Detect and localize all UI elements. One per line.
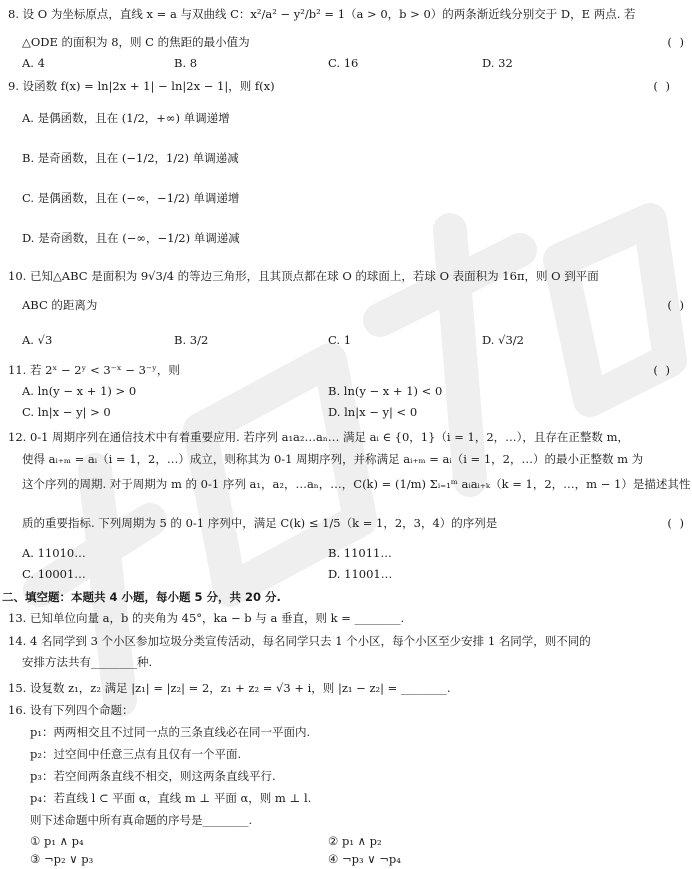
q14-line2: 安排方法共有________种. [22,655,153,669]
q16-option-3: ③ ¬p₂ ∨ p₃ [30,852,94,866]
q9-option-a: A. 是偶函数，且在 (1/2，+∞) 单调递增 [22,111,230,125]
q12-option-a: A. 11010… [22,546,86,560]
answer-bracket: ( ) [667,298,686,312]
q11-stem-text: 11. 若 2ˣ − 2ʸ < 3⁻ˣ − 3⁻ʸ，则 [8,363,180,377]
q10-line2-text: ABC 的距离为 [22,298,98,312]
q8-line1: 8. 设 O 为坐标原点，直线 x = a 与双曲线 C：x²/a² − y²/b² = 1（a > 0，b > 0）的两条渐近线分别交于 D，E 两点. 若 [8,7,636,21]
q12-options-row1 [0,543,692,563]
q16-ask: 则下述命题中所有真命题的序号是________. [30,813,253,827]
q8-option-b: B. 8 [174,56,198,70]
q16-prop-2: p₂：过空间中任意三点有且仅有一个平面. [30,747,242,761]
q8-options [0,53,692,73]
q11-option-a: A. ln(y − x + 1) > 0 [22,384,137,398]
answer-bracket: ( ) [667,516,686,530]
section-2-heading: 二、填空题：本题共 4 小题，每小题 5 分，共 20 分. [2,590,281,604]
q12-option-c: C. 10001… [22,567,86,581]
q12-line1: 12. 0-1 周期序列在通信技术中有着重要应用. 若序列 a₁a₂…aₙ… 满足 aᵢ ∈ {0，1}（i = 1，2，…），且存在正整数 m， [8,430,629,444]
q10-line2 [0,295,692,315]
q16-prop-3: p₃：若空间两条直线不相交，则这两条直线平行. [30,769,276,783]
answer-bracket: ( ) [653,79,672,93]
q11-stem [0,360,692,380]
q8-option-c: C. 16 [328,56,359,70]
q11-option-c: C. ln|x − y| > 0 [22,405,111,419]
q10-option-d: D. √3/2 [482,333,524,347]
q8-line2 [0,32,692,52]
q9-option-c: C. 是偶函数，且在 (−∞，−1/2) 单调递增 [22,191,240,205]
q12-line3: 这个序列的周期. 对于周期为 m 的 0-1 序列 a₁，a₂，…aₙ，…，C(k) = (1/m) Σᵢ₌₁ᵐ aᵢaᵢ₊ₖ（k = 1，2，…，m − 1）是描述其性 [22,477,691,491]
q8-option-d: D. 32 [482,56,513,70]
q11-option-d: D. ln|x − y| < 0 [328,405,418,419]
q16-options-row1 [0,831,692,851]
q12-line2: 使得 aᵢ₊ₘ = aᵢ（i = 1，2，…）成立，则称其为 0-1 周期序列，并称满足 aᵢ₊ₘ = aᵢ（i = 1，2，…）的最小正整数 m 为 [22,452,644,466]
q10-option-c: C. 1 [328,333,352,347]
q9-stem [0,76,692,96]
q16-prop-1: p₁：两两相交且不过同一点的三条直线必在同一平面内. [30,725,311,739]
q15: 15. 设复数 z₁，z₂ 满足 |z₁| = |z₂| = 2，z₁ + z₂ = √3 + i，则 |z₁ − z₂| = ________. [8,681,451,695]
q14-line1: 14. 4 名同学到 3 个小区参加垃圾分类宣传活动，每名同学只去 1 个小区，每个小区至少安排 1 名同学，则不同的 [8,634,591,648]
q8-line2-text: △ODE 的面积为 8，则 C 的焦距的最小值为 [22,35,250,49]
q16-prop-4: p₄：若直线 l ⊂ 平面 α，直线 m ⊥ 平面 α，则 m ⊥ l. [30,791,312,805]
q10-line1: 10. 已知△ABC 是面积为 9√3/4 的等边三角形，且其顶点都在球 O 的球面上，若球 O 表面积为 16π，则 O 到平面 [8,269,599,283]
q12-option-d: D. 11001… [328,567,393,581]
q16-stem: 16. 设有下列四个命题： [8,703,134,717]
q10-options [0,330,692,350]
q12-options-row2 [0,564,692,584]
q12-option-b: B. 11011… [328,546,392,560]
q9-stem-text: 9. 设函数 f(x) = ln|2x + 1| − ln|2x − 1|，则 f(x) [8,79,275,93]
q11-options-row2 [0,402,692,422]
q11-option-b: B. ln(y − x + 1) < 0 [328,384,443,398]
q11-options-row1 [0,381,692,401]
q10-option-a: A. √3 [22,333,53,347]
q16-option-2: ② p₁ ∧ p₂ [328,834,382,848]
q12-line4-text: 质的重要指标. 下列周期为 5 的 0-1 序列中，满足 C(k) ≤ 1/5（k = 1，2，3，4）的序列是 [22,516,498,530]
answer-bracket: ( ) [653,363,672,377]
q9-option-d: D. 是奇函数，且在 (−∞，−1/2) 单调递减 [22,231,240,245]
answer-bracket: ( ) [667,35,686,49]
q16-options-row2 [0,849,692,869]
q16-option-4: ④ ¬p₃ ∨ ¬p₄ [328,852,401,866]
q13: 13. 已知单位向量 a，b 的夹角为 45°，ka − b 与 a 垂直，则 k = ________. [8,611,405,625]
q10-option-b: B. 3/2 [174,333,209,347]
q9-option-b: B. 是奇函数，且在 (−1/2，1/2) 单调递减 [22,151,239,165]
q12-line4 [0,513,692,533]
q8-option-a: A. 4 [22,56,45,70]
q16-option-1: ① p₁ ∧ p₄ [30,834,84,848]
